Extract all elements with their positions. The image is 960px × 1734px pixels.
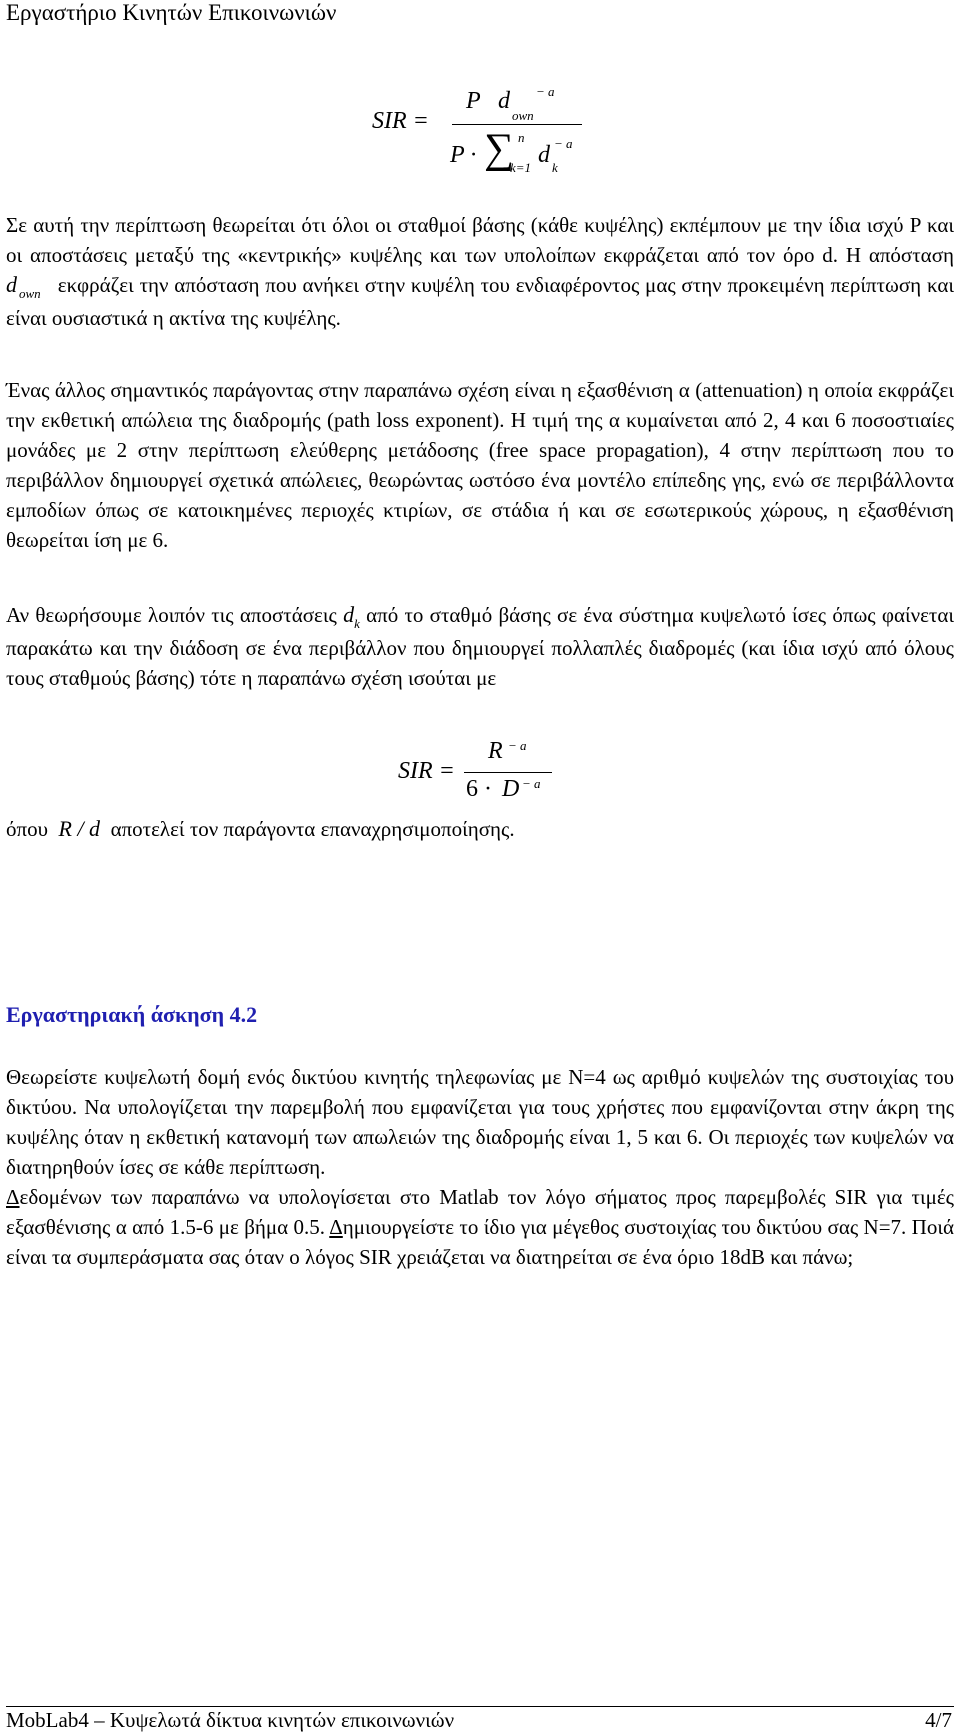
paragraph-6: Δεδομένων των παραπάνω να υπολογίσεται στο Matlab τον λόγο σήματος προς παρεμβολές SIR για τιμές εξασθένισης α από 1.5-6 με βήμα 0.5. Δημιουργείστε το ίδιο για μέγεθος συστοιχίας του δικτύου σας N=7. Ποιά είναι τα συμπεράσματα σας όταν ο λόγος SIR χρειάζεται να διατηρείται σε ένα όριο 18dB και πάνω;	[6, 1185, 954, 1269]
paragraph-3: Αν θεωρήσουμε λοιπόν τις αποστάσεις $d_k$ από το σταθμό βάσης σε ένα σύστημα κυψελωτό ίσες όπως φαίνεται παρακάτω και την διάδοση σε ένα περιβάλλον που δημιουργεί πολλαπλές διαδρομές (και ίδια ισχύ από όλους τους σταθμούς βάσης) τότε η παραπάνω σχέση ισούται με	[6, 602, 955, 690]
page-header: Εργαστήριο Κινητών Επικοινωνιών	[6, 0, 337, 25]
symbol-d-own: d	[6, 272, 17, 297]
paragraph-4: όπου R / d αποτελεί τον παράγοντα επαναχρησιμοποίησης.	[6, 816, 515, 841]
formula-den-d: d	[538, 142, 550, 168]
footer-divider	[6, 1706, 954, 1707]
formula-den-sup: − a	[554, 136, 573, 151]
formula2-num-r: R	[488, 738, 503, 764]
symbol-d-own-sub: own	[19, 286, 41, 301]
formula-num-sup: − a	[536, 84, 555, 99]
paragraph-1: Σε αυτή την περίπτωση θεωρείται ότι όλοι οι σταθμοί βάσης (κάθε κυψέλης) εκπέμπουν με την ίδια ισχύ P και οι αποστάσεις μεταξύ της «κεντρικής» κυψέλης και των υπολοίπων εκφράζεται από τον όρο d. Η απόσταση d $_{own}$ εκφράζει την απόσταση που ανήκει στην κυψέλη του ενδιαφέροντος μας στην προκειμένη περίπτωση και είναι ουσιαστικά η ακτίνα της κυψέλης.	[6, 213, 954, 330]
footer-title: MobLab4 – Κυψελωτά δίκτυα κινητών επικοινωνιών	[6, 1708, 455, 1732]
formula-num-sub: own	[512, 108, 534, 123]
symbol-r-over-d: R / d	[58, 816, 101, 841]
symbol-d-k: d	[343, 602, 355, 627]
formula2-fraction-bar	[464, 772, 552, 773]
formula-den-sub: k	[552, 160, 558, 175]
formula2-num-sup: − a	[508, 738, 527, 753]
formula-den-p: P ·	[450, 142, 477, 168]
formula2-lhs: SIR =	[398, 758, 455, 784]
formula-fraction-bar	[452, 124, 582, 125]
formula-num-d: d	[498, 88, 510, 114]
formula2-den-d: D	[502, 776, 520, 802]
formula-den-sum-bottom: k=1	[510, 160, 532, 175]
section-title: Εργαστηριακή άσκηση 4.2	[6, 1002, 258, 1027]
formula2-den-6: 6 ·	[466, 776, 492, 802]
formula-lhs: SIR =	[372, 108, 429, 134]
formula-num-p: P	[466, 88, 481, 114]
formula-den-sum: ∑	[484, 126, 514, 172]
paragraph-5: Θεωρείστε κυψελωτή δομή ενός δικτύου κινητής τηλεφωνίας με N=4 ως αριθμό κυψελών της συστοιχίας του δικτύου. Να υπολογίζεται την παρεμβολή που εμφανίζεται για τους χρήστες που εμφανίζονται στην άκρη της κυψέλης όταν η εκθετική κατανομή των απωλειών της διαδρομής είναι 1, 5 και 6. Οι περιοχές των κυψελών να διατηρηθούν ίσες σε κάθε περίπτωση.	[6, 1065, 954, 1179]
formula2-den-sup: − a	[522, 776, 541, 791]
page-number: 4/7	[925, 1708, 952, 1732]
symbol-d-k-sub: k	[354, 616, 360, 631]
formula-den-sum-top: n	[518, 130, 525, 145]
paragraph-2: Ένας άλλος σημαντικός παράγοντας στην παραπάνω σχέση είναι η εξασθένιση α (attenuation) η οποία εκφράζει την εκθετική απώλεια της διαδρομής (path loss exponent). Η τιμή της α κυμαίνεται από 2, 4 και 6 ποσοστιαίες μονάδες με 2 στην περίπτωση ελεύθερης μετάδοσης (free space propagation), 4 στην περίπτωση που το περιβάλλον δημιουργεί σχετικά απώλειες, θεωρώντας ωστόσο ένα μοντέλο επίπεδης γης, ενώ σε περιβάλλοντα εμποδίων όπως σε κατοικημένες περιοχές κτιρίων, σε στάδια ή και σε εσωτερικούς χώρους, η εξασθένιση θεωρείται ίση με 6.	[6, 378, 954, 552]
